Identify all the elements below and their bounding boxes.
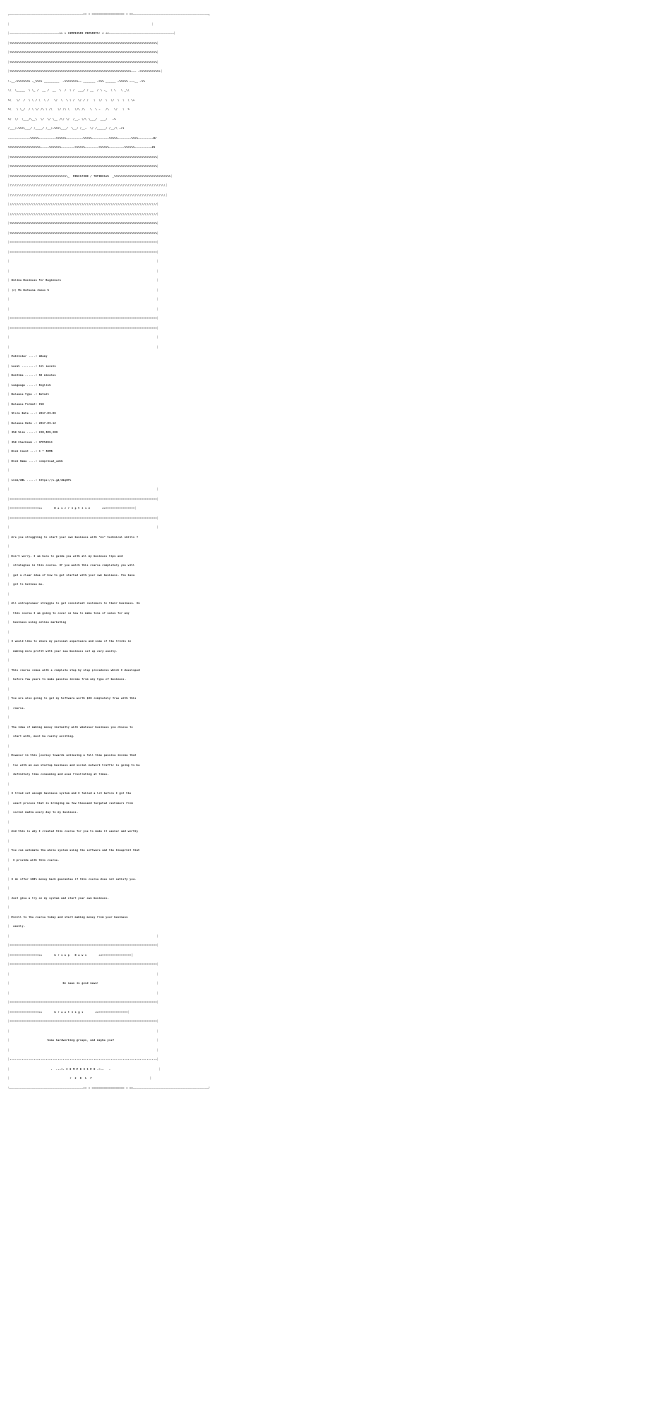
language-value: English [38,383,51,387]
description-paragraph: │ Enroll to the course today and start making money from your business │ easily. [8,915,128,928]
divider: │======================================================================================│ [8,1001,159,1004]
info-label: Release Date .: [11,421,38,425]
release-type-value: Retail [38,393,50,396]
section-banner: │%%%%%%%%%%%%%%%%%%%%%%%%%%%%%%%%%\_ EDUCATION / TUTORIALS _%%%%%%%%%%%%%%%%%%%%%%%%%%%%%%%%%│ [8,174,173,178]
greetings-text: Some hardworking groups, and maybe you? [47,1039,115,1042]
group-news-heading: G r o u p N e w s [54,953,87,957]
description-paragraph: │ I tried out enough business system and I failed a lot before I got the │ exact process that is bringing me few thousand targeted customers from │ social media every day to my business. │ [8,792,133,824]
course-title: Online Business For Beginners [11,279,62,282]
side-border: │ [8,22,10,26]
description-paragraph: │ And this is why I created this course for you to make it easier and worthy │ [8,830,139,843]
description-paragraph: │ This course comes with a complete step by step procedures which I developed │ before few years to make passive income from any type of business. │ [8,668,140,691]
runtime-value: 80 minutes [38,374,56,377]
divider: │======================================================================================│ [8,1020,159,1023]
presents-banner: │─────────────────────────────>> > COMPRISED PRESENTS! < <<──────────────────────────────────────│ [8,32,176,35]
footer-signature: - ---=- C O M P R I S E D -=-- - [50,1067,111,1071]
description-paragraph: │ Just give a try on my system and start your own business. │ [8,896,109,909]
description-paragraph: │ You can automate the whole system using the software and the blueprint that │ I provide with this course. │ [8,849,140,871]
description-paragraph: │ Don't worry. I am here to guide you with all my business tips and │ strategies in this course. If you watch this course completely you will │ get a clear idea of how to get started with your own business. You have │ got to believe me. │ [8,554,135,596]
bottom-border: └───────────────────────────────────────────== = ═══════════════════ = ══────────────────────────────────────────────┘ [8,1086,210,1090]
top-border: ┌───────────────────────────────────────────== = ═══════════════════ = ══────────────────────────────────────────────┐ [8,13,210,16]
info-label: Link/URL .....: [11,478,38,482]
group-news-text: No news is good news! [62,982,99,985]
description-heading: D e s c r i p t i o n [54,507,91,510]
info-label: ISO Checksum .: [11,440,38,444]
divider: │======================================================================================│ [8,516,159,520]
info-label: Store Date ...: [11,412,38,415]
info-label: Release Format: [11,402,38,406]
iso-checksum-value: 4FE5A514 [38,440,53,444]
divider: │--------------------------------------------------------------------------------------│ [8,1058,159,1061]
description-paragraph: │ However in this journey towards achieving a full time passive income that │ too with an own startup business and social network traffic is going to be │ definitely time consuming and even frustrating at times. │ [8,754,140,786]
side-border: │ [151,22,154,26]
description-paragraph: │ The idea of making money instantly with whatever business you choose to │ start with, must be really exciting. │ [8,725,133,748]
presents-text: COMPRISED PRESENTS! [67,32,101,35]
description-paragraph: │ All entrepreneur struggle to get consistent customers to their business. In │ this course I am going to cover on how to make tons of sales for any │ business using online marketing │ [8,602,140,634]
description-paragraph: │ I would like to share my personal experience and some of the tricks in │ making more profit with your new business set up very easily. │ [8,640,132,662]
info-label: Disk Count ...: [11,450,38,453]
release-format-value: ISO [38,402,44,406]
link-value: https://v.gd/dkq0YL [38,478,72,482]
publisher-value: Udemy [38,355,48,358]
info-label: Publisher ....: [11,355,38,358]
info-label: ISO Size .....: [11,431,38,434]
info-label: Runtime ......: [11,374,38,377]
hatch-art: │\\\\\\\\\\\\\\\\\\\\\\\\\\\\\\\\\\\\\\\\\\\\\\\\\\\\\\\\\\\\\\\\\\\\\\\\\\\\\\\\\\\\\\\\\\\│ │\\\\\\\\\\\\\\\\\\\\\\\\\\\\\\\\\\\\\\\\\\\\\\\\\\\\\\\\\\\\\\\\\\\\\\\\\\\\\\\\\\\\\\\\\\\│ │//////////////////////////////////////////////////////////////////////////////////////│ │//////////////////////////////////////////////////////////////////////////////////////│ │%%%%%%%%%%%%%%%%%%%%%%%%%%%%%%%%%%%%%%%%%%%%%%%%%%%%%%%%%%%%%%%%%%%%%%%%%%%%%%%%%%%%%%│ │%%%%%%%%%%%%%%%%%%%%%%%%%%%%%%%%%%%%%%%%%%%%%%%%%%%%%%%%%%%%%%%%%%%%%%%%%%%%%%%%%%%%%%│ │======================================================================================│ │======================================================================================│ [8,184,168,254]
info-label: Disk Name ....: [11,459,38,463]
info-label: Language .....: [11,383,38,387]
divider: │======================================================================================│ │======================================================================================│ [8,317,159,330]
level-value: All Levels [38,364,56,368]
divider: │======================================================================================│ [8,497,159,501]
divider: │======================================================================================│ [8,944,159,947]
description-paragraph: │ I do offer 100% money back guarantee if this course does not satisfy you. │ [8,877,137,890]
copyright-line: (c) Ms Rufeena Jones S [11,288,50,292]
disk-name-value: comprised_uobb [38,459,63,463]
store-date-value: 2017.03.06 [38,412,56,415]
section-banner-text: EDUCATION / TUTORIALS [73,174,109,178]
nfo-document: ┌───────────────────────────────────────────== = ═══════════════════ = ══────────────────────────────────────────────┐ │ │ │─────────────────────────────>> > COMPRISED PRESENTS! < <<──────────────────────────────────────│ │%%%%%%%%%%%%%%%%%%%%%%%%%%%%%%%%%%%%%%%%%%%%%%%%%%%%%%%%%%%%%%%%%%%%%%%%%%%%%%%%%%%%%%│ │%%%%%%%%%%%%%%%%%%%%%%%%%%%%%%%%%%%%%%%%%%%%%%%%%%%%%%%%%%%%%%%%%%%%%%%%%%%%%%%%%%%%%%│ │%%%%%%%%%%%%%%%%%%%%%%%%%%%%%%%%%%%%%%%%%%%%%%%%%%%%%%%%%%%%%%%%%%%%%%%%%%%%%%%%%%%%%%│ │%%%%%%%%%%%%%%%%%%%%%%%%%%%%%%%%%%%%%%%%%%%%%%%%%%%%%%%%%%%%%%%%%%%%%%%~~~ ~%%%%%%%%%%%%│ !~__~%%%%%%%% ~_%%%% _________ ~%%%%%%%%~~ _______ ~%%% ______ ~%%%%% ~~~__ ~%% \\ \_____ \ \_ / __ / __ \ / \ / ___/ / __ / \ ~_ \ \ \ _\\ %\ \/ / \ \ / \ \ / \/ \ \ \ / \/ / / \ \/ \ \/ \ \ \ \> %\ \ \_/ / \ \/ /\ \ /\ \/ /\ \ \/\ /\ \ \ ~ /\ \/ \ % %/ \/ \___/\__\ \/ \/ \__ /\/ \/ /__~ \/\ \___/ ___/ ~% /___/~%%%\___/ /____/ /__/~%%%\___/ \__/ /__~ \/ /_____/ /__/\ ~rz ~~~~~~~~~~~~~%%%%%~~~~~~~~~~%%%%%%~~~~~~~~~~%%%%%~~~~~~~~~~%%%%%~~~~~~~~%%%%~~~~~~~~~Nr %%%%%%%%%%%%%%%%%%%~~~~~%%%%%%%~~~~~~~~%%%%%%~~~~~~~~%%%%%%~~~~~~~~~%%%%%%~~~~~~~~~~dS │%%%%%%%%%%%%%%%%%%%%%%%%%%%%%%%%%%%%%%%%%%%%%%%%%%%%%%%%%%%%%%%%%%%%%%%%%%%%%%%%%%%%%%│ │%%%%%%%%%%%%%%%%%%%%%%%%%%%%%%%%%%%%%%%%%%%%%%%%%%%%%%%%%%%%%%%%%%%%%%%%%%%%%%%%%%%%%%│ │%%%%%%%%%%%%%%%%%%%%%%%%%%%%%%%%%\_ EDUCATION / TUTORIALS _%%%%%%%%%%%%%%%%%%%%%%%%%%%%%%%%%│ │\\\\\\\\\\\\\\\\\\\\\\\\\\\\\\\\\\\\\\\\\\\\\\\\\\\\\\\\\\\\\\\\\\\\\\\\\\\\\\\\\\\\\\\\\\\│ │\\\\\\\\\\\\\\\\\\\\\\\\\\\\\\\\\\\\\\\\\\\\\\\\\\\\\\\\\\\\\\\\\\\\\\\\\\\\\\\\\\\\\\\\\\\│ │//////////////////////////////////////////////////////////////////////////////////////│ │//////////////////////////////////////////////////////////////////////////////////////│ │%%%%%%%%%%%%%%%%%%%%%%%%%%%%%%%%%%%%%%%%%%%%%%%%%%%%%%%%%%%%%%%%%%%%%%%%%%%%%%%%%%%%%%│ │%%%%%%%%%%%%%%%%%%%%%%%%%%%%%%%%%%%%%%%%%%%%%%%%%%%%%%%%%%%%%%%%%%%%%%%%%%%%%%%%%%%%%%│ │======================================================================================│ │======================================================================================│ │ │ │ │ │ Online Business For Beginners │ │ (c) Ms Rufeena Jones S │ │ │ │ │ │======================================================================================│ │======================================================================================│ │ │ │ │ │ Publisher ....: Udemy │ Level ........: All Levels │ Runtime ......: 80 minutes │ Language .....: English │ Release Type .: Retail │ Release Format: ISO │ Store Date ...: 2017.03.06 │ Release Date .: 2017.03.12 │ ISO Size .....: 150,886,400 │ ISO Checksum .: 4FE5A514 │ Disk Count ...: 4 * 50MB │ Disk Name ....: comprised_uobb │ │ Link/URL .....: https://v.gd/dkq0YL │ │ │======================================================================================│ │=================>> D e s c r i p t i o n <<=================│ │======================================================================================│ │ │ │ Are you struggling to start your own business with "no" technical skills ? │ │ Don't worry. I am here to guide you with all my business tips and │ strategies in this course. If you watch this course completely you will │ get a clear idea of how to get started with your own business. You have │ got to believe me. │ │ All entrepreneur struggle to get consistent customers to their business. In │ this course I am going to cover on how to make tons of sales for any │ business using online marketing │ │ I would like to share my personal experience and some of the tricks in │ making more profit with your new business set up very easily. │ │ This course comes with a complete step by step procedures which I developed │ before few years to make passive income from any type of business. │ │ You are also going to get my Software worth $69 completely free with this │ course. │ │ The idea of making money instantly with whatever business you choose to │ start with, must be really exciting. │ │ However in this journey towards achieving a full time passive income that │ too with an own startup business and social network traffic is going to be │ definitely time consuming and even frustrating at times. │ │ I tried out enough business system and I failed a lot before I got the │ exact process that is bringing me few thousand targeted customers from │ social media every day to my business. │ │ And this is why I created this course for you to make it easier and worthy │ │ You can automate the whole system using the software and the blueprint that │ I provide with this course. │ │ I do offer 100% money back guarantee if this course does not satisfy you. │ │ Just give a try on my system and start your own business. │ │ Enroll to the course today and start making money from your business │ easily. │ │ │======================================================================================│ │=================>> G r o u p N e w s <<=================│ │======================================================================================│ │ │ │ No news is good news! │ │ │ │======================================================================================│ │=================>> G r e e t i n g s <<=================│ │======================================================================================│ │ │ │ Some hardworking groups, and maybe you? │ │ │ │--------------------------------------------------------------------------------------│ │ - ---=- C O M P R I S E D -=-- - │ │ r 2 0 1 7 │ └───────────────────────────────────────────== = ═══════════════════ = ══────────────────────────────────────────────┘ [8,13,210,1090]
description-body [8,536,140,929]
iso-size-value: 150,886,400 [38,431,58,434]
info-label: Level ........: [11,364,38,368]
greetings-heading: G r e e t i n g s [54,1010,84,1014]
footer-year: r 2 0 1 7 [69,1077,92,1080]
divider: │======================================================================================│ [8,963,159,966]
description-paragraph: │ You are also going to get my Software worth $69 completely free with this │ course. │ [8,697,137,719]
logo-art: │%%%%%%%%%%%%%%%%%%%%%%%%%%%%%%%%%%%%%%%%%%%%%%%%%%%%%%%%%%%%%%%%%%%%%%%%%%%%%%%%%%%%%%│ │%%%%%%%%%%%%%%%%%%%%%%%%%%%%%%%%%%%%%%%%%%%%%%%%%%%%%%%%%%%%%%%%%%%%%%%%%%%%%%%%%%%%%%│ │%%%%%%%%%%%%%%%%%%%%%%%%%%%%%%%%%%%%%%%%%%%%%%%%%%%%%%%%%%%%%%%%%%%%%%%%%%%%%%%%%%%%%%│ │%%%%%%%%%%%%%%%%%%%%%%%%%%%%%%%%%%%%%%%%%%%%%%%%%%%%%%%%%%%%%%%%%%%%%%%~~~ ~%%%%%%%%%%%%│ !~__~%%%%%%%% ~_%%%% _________ ~%%%%%%%%~~ _______ ~%%% ______ ~%%%%% ~~~__ ~%% \\ \_____ \ \_ / __ / __ \ / \ / ___/ / __ / \ ~_ \ \ \ _\\ %\ \/ / \ \ / \ \ / \/ \ \ \ / \/ / / \ \/ \ \/ \ \ \ \> %\ \ \_/ / \ \/ /\ \ /\ \/ /\ \ \/\ /\ \ \ ~ /\ \/ \ % %/ \/ \___/\__\ \/ \/ \__ /\/ \/ /__~ \/\ \___/ ___/ ~% /___/~%%%\___/ /____/ /__/~%%%\___/ \__/ /__~ \/ /_____/ /__/\ ~rz ~~~~~~~~~~~~~%%%%%~~~~~~~~~~%%%%%%~~~~~~~~~~%%%%%~~~~~~~~~~%%%%%~~~~~~~~%%%%~~~~~~~~~Nr %%%%%%%%%%%%%%%%%%%~~~~~%%%%%%%~~~~~~~~%%%%%%~~~~~~~~%%%%%%~~~~~~~~~%%%%%%~~~~~~~~~~dS │%%%%%%%%%%%%%%%%%%%%%%%%%%%%%%%%%%%%%%%%%%%%%%%%%%%%%%%%%%%%%%%%%%%%%%%%%%%%%%%%%%%%%%│ │%%%%%%%%%%%%%%%%%%%%%%%%%%%%%%%%%%%%%%%%%%%%%%%%%%%%%%%%%%%%%%%%%%%%%%%%%%%%%%%%%%%%%%│ [8,41,163,168]
description-paragraph: │ Are you struggling to start your own business with "no" technical skills ? │ [8,535,139,548]
info-label: Release Type .: [11,393,38,396]
disk-count-value: 4 * 50MB [38,450,53,453]
release-date-value: 2017.03.12 [38,421,56,425]
